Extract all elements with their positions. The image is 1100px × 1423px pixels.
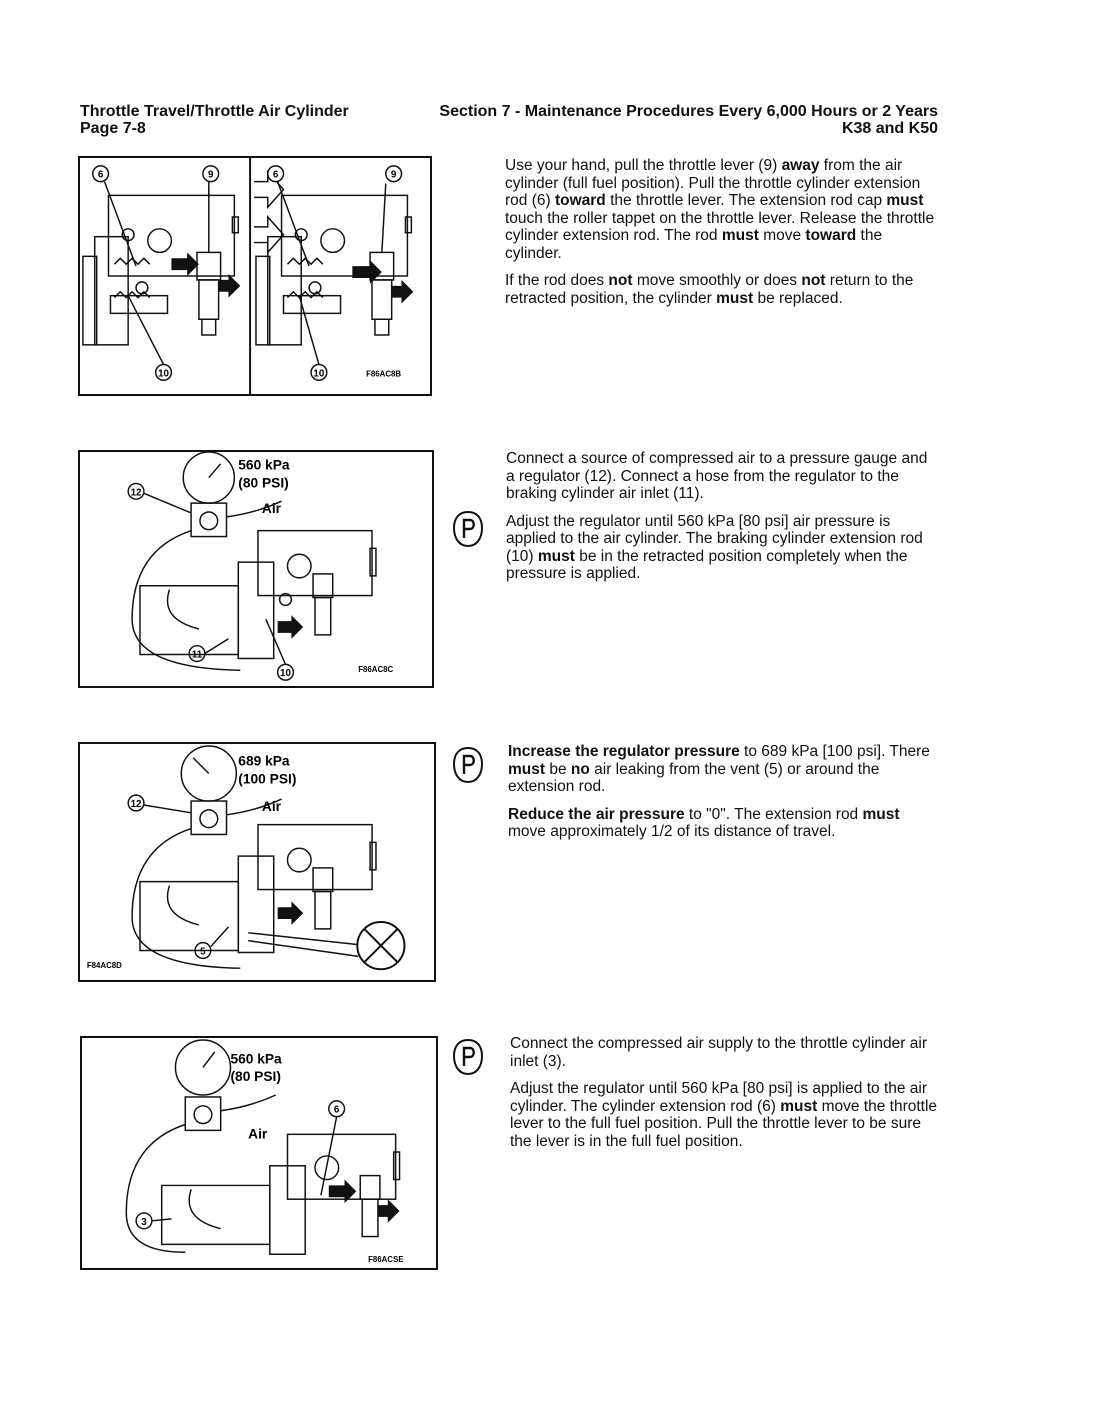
body-text: Connect the compressed air supply to the throttle cylinder air inlet (3). bbox=[510, 1035, 927, 1070]
instruction-paragraph bbox=[510, 1080, 942, 1150]
figure-code: F86ACSE bbox=[368, 1255, 404, 1265]
body-text: from the air cylinder (full fuel position). Pull the throttle cylinder extension rod (6) bbox=[505, 157, 921, 209]
throttle-extension-illustration bbox=[80, 158, 430, 394]
body-text: air leaking from the vent (5) or around the extension rod. bbox=[508, 760, 880, 795]
callout-number: 3 bbox=[141, 1216, 147, 1228]
gauge-reading-psi: (80 PSI) bbox=[230, 1069, 281, 1085]
callout-number: 12 bbox=[130, 487, 142, 499]
air-label: Air bbox=[248, 1126, 268, 1142]
instruction-paragraph bbox=[510, 1035, 942, 1070]
callout-number: 9 bbox=[390, 169, 397, 181]
figure-braking-cylinder-560 bbox=[78, 450, 434, 688]
figure-code: F84AC8D bbox=[86, 961, 122, 971]
body-text: return to the retracted position, the cylinder bbox=[505, 272, 914, 307]
emphasis-text: must bbox=[716, 289, 754, 307]
figure-throttle-cylinder-560 bbox=[80, 1036, 438, 1270]
body-text: Adjust the regulator until 560 kPa [80 psi] is applied to the air cylinder. The cylinder extension rod (6) bbox=[510, 1080, 928, 1115]
step-text-1 bbox=[505, 157, 937, 317]
emphasis-text: must bbox=[780, 1097, 818, 1115]
page-header-left bbox=[80, 103, 349, 137]
body-text: the cylinder. bbox=[505, 227, 883, 262]
callout-number: 10 bbox=[313, 368, 325, 380]
emphasis-text: no bbox=[570, 760, 590, 778]
instruction-paragraph bbox=[508, 743, 940, 796]
callout-number: 11 bbox=[191, 649, 203, 661]
body-text: Adjust the regulator until 560 kPa [80 psi] air pressure is applied to the air cylinder. The braking cylinder extension rod (10) bbox=[506, 512, 923, 565]
gauge-reading-kpa: 689 kPa bbox=[238, 753, 290, 769]
throttle-cylinder-illustration bbox=[82, 1038, 436, 1268]
instruction-paragraph bbox=[506, 513, 938, 583]
callout-number: 6 bbox=[333, 1104, 340, 1116]
pressure-warning-icon bbox=[451, 746, 485, 784]
gauge-reading-psi: (80 PSI) bbox=[238, 475, 289, 491]
body-text: be bbox=[545, 760, 571, 778]
callout-number: 9 bbox=[208, 169, 214, 181]
emphasis-text: toward bbox=[554, 192, 606, 209]
step-text-2 bbox=[506, 450, 938, 593]
callout-number: 12 bbox=[130, 798, 142, 810]
engine-models: K38 and K50 bbox=[841, 120, 938, 137]
air-label: Air bbox=[261, 798, 282, 814]
figure-code: F86AC8C bbox=[358, 665, 394, 675]
step-text-3 bbox=[508, 743, 940, 851]
regulator-icon bbox=[191, 503, 226, 536]
emphasis-text: must bbox=[508, 760, 546, 778]
body-text: If the rod does bbox=[505, 272, 609, 289]
step-text-4 bbox=[510, 1035, 942, 1160]
emphasis-text: Increase the regulator pressure bbox=[508, 743, 740, 760]
instruction-paragraph bbox=[505, 272, 937, 307]
gauge-reading-kpa: 560 kPa bbox=[230, 1051, 282, 1067]
vent-leak-check-illustration bbox=[80, 744, 434, 980]
emphasis-text: away bbox=[781, 157, 820, 174]
body-text: be replaced. bbox=[753, 289, 843, 307]
figure-code: F86AC8B bbox=[366, 369, 402, 379]
body-text: Use your hand, pull the throttle lever (9) bbox=[505, 157, 782, 174]
section-title: Throttle Travel/Throttle Air Cylinder bbox=[80, 103, 349, 120]
body-text: move the throttle lever to the full fuel position. Pull the throttle lever to be sure the lever is in the full fuel position. bbox=[510, 1097, 938, 1150]
callout-number: 10 bbox=[280, 668, 291, 680]
body-text: touch the roller tappet on the throttle lever. Release the throttle cylinder extension rod. The rod bbox=[505, 209, 935, 244]
body-text: move smoothly or does bbox=[632, 272, 802, 289]
gauge-reading-psi: (100 PSI) bbox=[238, 771, 297, 787]
body-text: the throttle lever. The extension rod cap bbox=[605, 192, 887, 209]
braking-cylinder-illustration bbox=[80, 452, 432, 686]
body-text: move approximately 1/2 of its distance of travel. bbox=[508, 823, 836, 840]
instruction-paragraph bbox=[506, 450, 938, 503]
page-header-right bbox=[439, 103, 938, 137]
callout-number: 6 bbox=[272, 169, 279, 181]
gauge-reading-kpa: 560 kPa bbox=[238, 457, 290, 473]
emphasis-text: must bbox=[721, 227, 759, 244]
body-text: move bbox=[758, 227, 806, 244]
regulator-icon bbox=[185, 1097, 220, 1130]
pressure-warning-icon bbox=[451, 510, 485, 548]
body-text: be in the retracted position completely when the pressure is applied. bbox=[506, 547, 908, 582]
callout-number: 5 bbox=[200, 946, 206, 958]
emphasis-text: not bbox=[608, 272, 633, 289]
emphasis-text: must bbox=[886, 192, 924, 209]
callout-number: 6 bbox=[97, 169, 104, 181]
emphasis-text: must bbox=[862, 805, 900, 823]
body-text: Connect a source of compressed air to a pressure gauge and a regulator (12). Connect a hose from the regulator to the braking cylinder air inlet (11). bbox=[506, 450, 928, 502]
page-number: Page 7-8 bbox=[80, 120, 146, 137]
figure-braking-cylinder-689 bbox=[78, 742, 436, 982]
section-heading: Section 7 - Maintenance Procedures Every 6,000 Hours or 2 Years bbox=[439, 103, 938, 120]
callout-number: 10 bbox=[158, 368, 170, 380]
instruction-paragraph bbox=[505, 157, 937, 262]
emphasis-text: must bbox=[537, 547, 575, 565]
emphasis-text: toward bbox=[805, 227, 857, 244]
body-text: to 689 kPa [100 psi]. There bbox=[739, 743, 930, 760]
figure-throttle-extension bbox=[78, 156, 432, 396]
emphasis-text: Reduce the air pressure bbox=[508, 805, 685, 823]
air-label: Air bbox=[261, 500, 282, 516]
pressure-warning-icon bbox=[451, 1038, 485, 1076]
instruction-paragraph bbox=[508, 806, 940, 841]
body-text: to "0". The extension rod bbox=[684, 805, 863, 823]
emphasis-text: not bbox=[801, 272, 826, 289]
regulator-icon bbox=[191, 801, 226, 834]
